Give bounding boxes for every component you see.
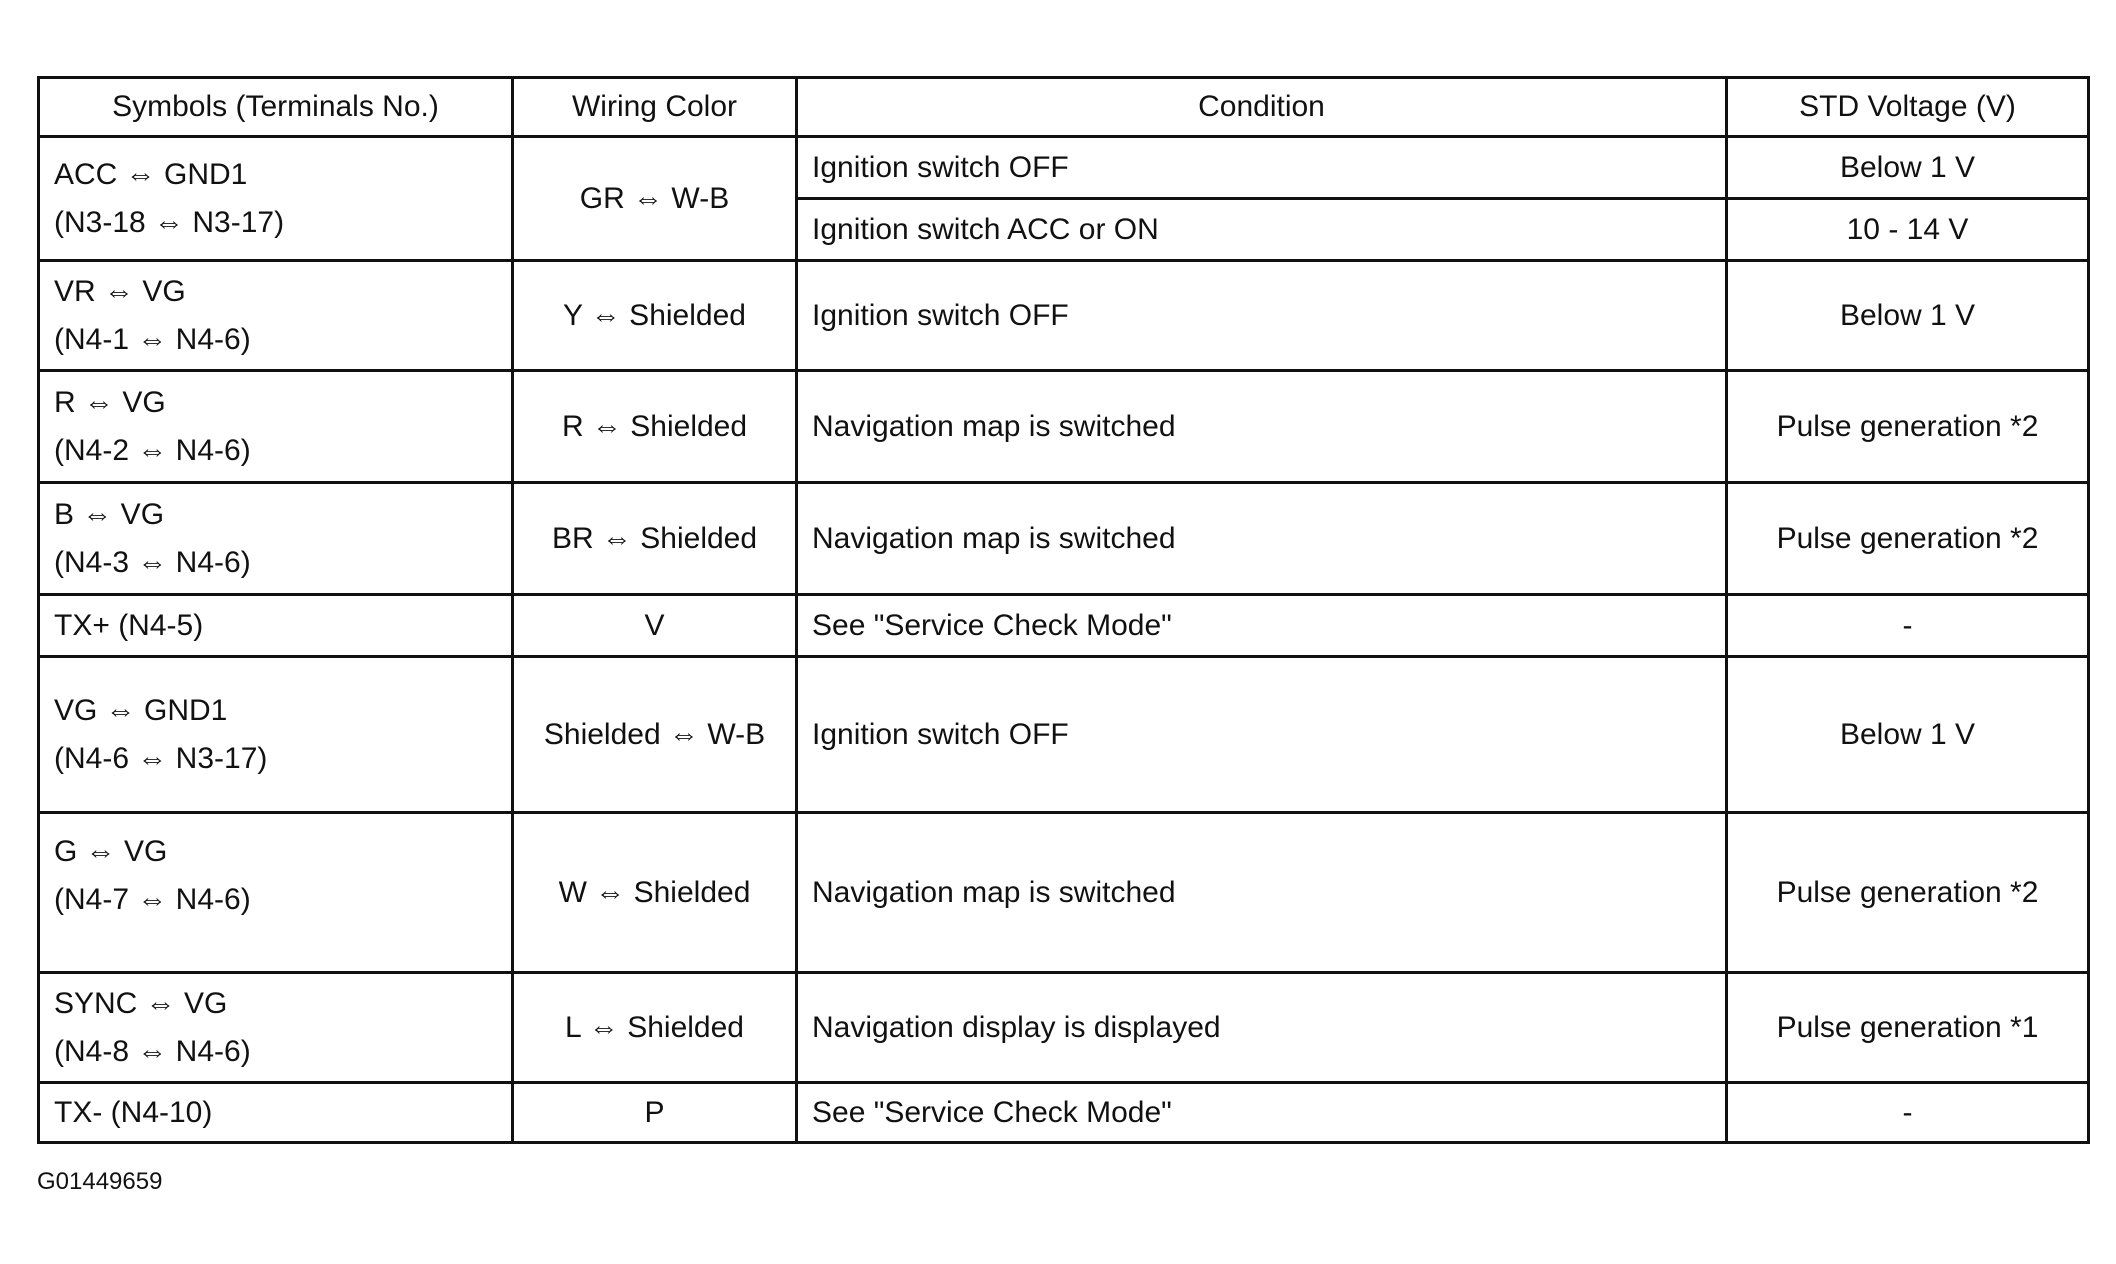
symbol-label: VR ⇔ VG — [54, 274, 186, 308]
symbol-label: SYNC ⇔ VG — [54, 986, 228, 1020]
table-row — [39, 483, 2089, 595]
table-row — [39, 261, 2089, 371]
terminal-numbers: (N4-7 ⇔ N4-6) — [54, 883, 251, 916]
wiring-color-cell: P — [513, 1083, 797, 1143]
condition-cell: See "Service Check Mode" — [797, 1083, 1727, 1143]
table-row — [39, 595, 2089, 657]
wiring-color-cell: L ⇔ Shielded — [513, 973, 797, 1083]
header-condition: Condition — [797, 78, 1727, 137]
symbol-label: R ⇔ VG — [54, 385, 166, 419]
condition-cell: See "Service Check Mode" — [797, 595, 1727, 657]
condition-cell: Navigation map is switched — [797, 371, 1727, 483]
condition-cell: Ignition switch OFF — [797, 261, 1727, 371]
wiring-color-cell: BR ⇔ Shielded — [513, 483, 797, 595]
voltage-cell: Pulse generation *2 — [1727, 813, 2089, 973]
symbol-label: G ⇔ VG — [54, 835, 168, 868]
terminal-numbers: (N4-1 ⇔ N4-6) — [54, 322, 251, 356]
table-row — [39, 1083, 2089, 1143]
table-header-row — [39, 78, 2089, 137]
terminal-voltage-table-container — [37, 76, 2087, 1144]
wiring-color-cell: W ⇔ Shielded — [513, 813, 797, 973]
symbol-label: VG ⇔ GND1 — [54, 693, 228, 727]
header-symbols: Symbols (Terminals No.) — [39, 78, 513, 137]
symbol-cell — [39, 261, 513, 371]
wiring-color-cell: R ⇔ Shielded — [513, 371, 797, 483]
symbol-label: TX+ (N4-5) — [54, 608, 204, 642]
terminal-numbers: (N4-6 ⇔ N3-17) — [54, 741, 268, 775]
symbol-label: TX- (N4-10) — [54, 1095, 213, 1129]
wiring-color-cell: Y ⇔ Shielded — [513, 261, 797, 371]
condition-cell: Navigation display is displayed — [797, 973, 1727, 1083]
voltage-cell: - — [1727, 1083, 2089, 1143]
symbol-cell — [39, 371, 513, 483]
terminal-numbers: (N3-18 ⇔ N3-17) — [54, 205, 285, 239]
voltage-cell: - — [1727, 595, 2089, 657]
header-std-voltage: STD Voltage (V) — [1727, 78, 2089, 137]
table-row — [39, 371, 2089, 483]
voltage-cell: Pulse generation *1 — [1727, 973, 2089, 1083]
wiring-color-cell: V — [513, 595, 797, 657]
table-row — [39, 813, 2089, 973]
terminal-numbers: (N4-8 ⇔ N4-6) — [54, 1034, 251, 1068]
voltage-cell: 10 - 14 V — [1727, 199, 2089, 261]
table-row — [39, 973, 2089, 1083]
voltage-cell: Below 1 V — [1727, 261, 2089, 371]
condition-cell: Navigation map is switched — [797, 813, 1727, 973]
symbol-label: B ⇔ VG — [54, 497, 165, 531]
symbol-cell — [39, 813, 513, 973]
figure-id: G01449659 — [37, 1168, 163, 1195]
condition-cell: Ignition switch ACC or ON — [797, 199, 1727, 261]
symbol-label: ACC ⇔ GND1 — [54, 157, 248, 191]
table-row — [39, 657, 2089, 813]
condition-cell: Ignition switch OFF — [797, 137, 1727, 199]
voltage-cell: Below 1 V — [1727, 137, 2089, 199]
symbol-cell — [39, 483, 513, 595]
header-wiring-color: Wiring Color — [513, 78, 797, 137]
symbol-cell — [39, 595, 513, 657]
voltage-cell: Pulse generation *2 — [1727, 483, 2089, 595]
voltage-cell: Below 1 V — [1727, 657, 2089, 813]
symbol-cell — [39, 137, 513, 261]
table-row — [39, 137, 2089, 199]
condition-cell: Navigation map is switched — [797, 483, 1727, 595]
symbol-cell — [39, 973, 513, 1083]
condition-cell: Ignition switch OFF — [797, 657, 1727, 813]
wiring-color-cell: Shielded ⇔ W-B — [513, 657, 797, 813]
symbol-cell — [39, 657, 513, 813]
terminal-voltage-table — [37, 76, 2090, 1144]
voltage-cell: Pulse generation *2 — [1727, 371, 2089, 483]
symbol-cell — [39, 1083, 513, 1143]
terminal-numbers: (N4-2 ⇔ N4-6) — [54, 433, 251, 467]
terminal-numbers: (N4-3 ⇔ N4-6) — [54, 545, 251, 579]
wiring-color-cell: GR ⇔ W-B — [513, 137, 797, 261]
